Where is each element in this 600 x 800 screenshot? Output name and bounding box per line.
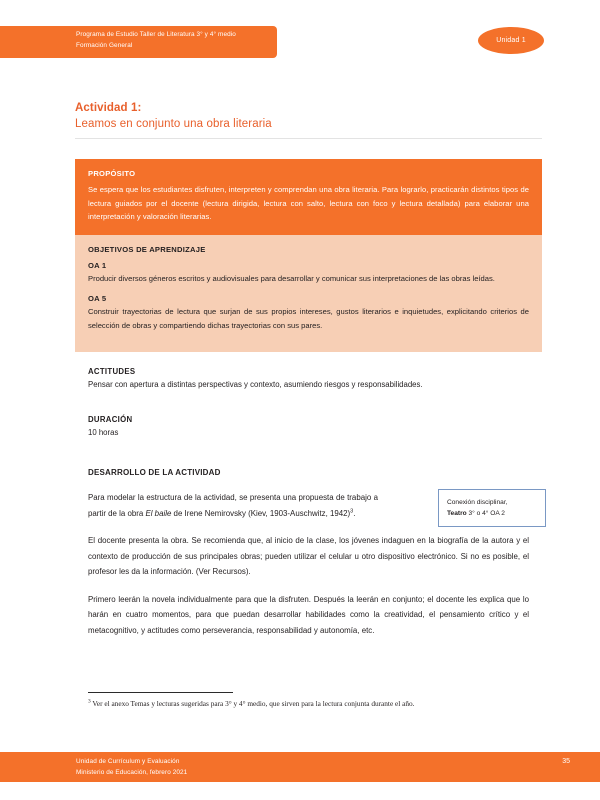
page-number: 35 [562, 758, 570, 765]
actitudes-heading: ACTITUDES [88, 367, 136, 376]
desarrollo-section [75, 466, 542, 638]
footnote-area [88, 692, 540, 710]
footnote-text [88, 698, 540, 710]
oa-code-1: OA 1 [88, 260, 107, 270]
footer-org-block [76, 757, 187, 778]
desarrollo-paragraph-1 [88, 490, 378, 521]
oa-text-1: Producir diversos géneros escritos y audiovisuales para desarrollar y comunicar sus interpretaciones de las obras leídas. [88, 273, 495, 283]
duracion-heading: DURACIÓN [88, 415, 133, 424]
actitudes-section [75, 365, 542, 392]
page-footer-banner [0, 752, 600, 782]
conexion-subject: Teatro [447, 510, 467, 517]
title-divider [75, 138, 542, 139]
conexion-line2-rest: 3° o 4° OA 2 [466, 510, 505, 517]
activity-kicker: Actividad 1: [75, 102, 142, 114]
program-title-line1: Programa de Estudio Taller de Literatura 3° y 4° medio [76, 31, 236, 38]
page-content [75, 100, 542, 650]
page-header-banner [0, 26, 277, 58]
proposito-box [75, 159, 542, 235]
footnote-body: Ver el anexo Temas y lecturas sugeridas para 3° y 4° medio, que sirven para la lectura conjunta durante el año. [90, 699, 415, 708]
objetivos-heading: OBJETIVOS DE APRENDIZAJE [88, 244, 206, 254]
footer-line1: Unidad de Currículum y Evaluación [76, 758, 180, 765]
program-title-line2: Formación General [76, 41, 133, 49]
conexion-disciplinar-box [438, 489, 546, 527]
objetivos-box [75, 235, 542, 353]
footer-line2: Ministerio de Educación, febrero 2021 [76, 768, 188, 776]
desarrollo-paragraph-2: El docente presenta la obra. Se recomienda que, al inicio de la clase, los jóvenes indaguen en la biografía de la autora y el contexto de producción de sus principales obras; pueden utilizar el celular u otro dispositivo electrónico. Si no es posible, el profesor les da la información. (Ver Recursos). [88, 536, 529, 576]
proposito-heading: PROPÓSITO [88, 169, 136, 178]
proposito-text: Se espera que los estudiantes disfruten, interpreten y comprendan una obra literaria. Para lograrlo, practicarán distintos tipos de lectura guiados por el docente (lectura dirigida, lectura con salto, lectura con foco y lectura detallada) para elaborar una interpretación y valoración literarias. [88, 185, 529, 221]
actitudes-text: Pensar con apertura a distintas perspectivas y contexto, asumiendo riesgos y responsabilidades. [88, 380, 423, 389]
duracion-section [75, 413, 542, 440]
duracion-text: 10 horas [88, 428, 119, 437]
p1-part-b: de Irene Nemirovsky (Kiev, 1903-Auschwitz, 1942) [171, 508, 351, 518]
footnote-divider [88, 692, 233, 693]
desarrollo-paragraph-3: Primero leerán la novela individualmente para que la disfruten. Después la leerán en conjunto; el docente les explica que lo harán en cuatro momentos, para que puedan desarrollar habilidades como la creatividad, el pensamiento crítico y el metacognitivo, y actitudes como perseverancia, responsabilidad y autonomía, etc. [88, 594, 529, 635]
work-title-italic: El baile [145, 508, 172, 518]
oa-text-2: Construir trayectorias de lectura que surjan de sus propios intereses, gustos literarios e inquietudes, explicitando criterios de selección de obras y compartiendo dichas trayectorias con sus pares. [88, 307, 529, 330]
p1-part-c: . [353, 508, 356, 518]
footnote-marker-inline: 3 [350, 507, 354, 514]
unit-badge: Unidad 1 [478, 27, 544, 54]
footnote-number: 3 [88, 698, 91, 705]
oa-code-2: OA 5 [88, 294, 107, 303]
desarrollo-heading: DESARROLLO DE LA ACTIVIDAD [88, 468, 221, 477]
activity-title: Leamos en conjunto una obra literaria [75, 118, 272, 130]
p1-part-a: Para modelar la estructura de la actividad, se presenta una propuesta de trabajo a partir de la obra [88, 493, 378, 518]
conexion-line1: Conexión disciplinar, [447, 499, 508, 506]
